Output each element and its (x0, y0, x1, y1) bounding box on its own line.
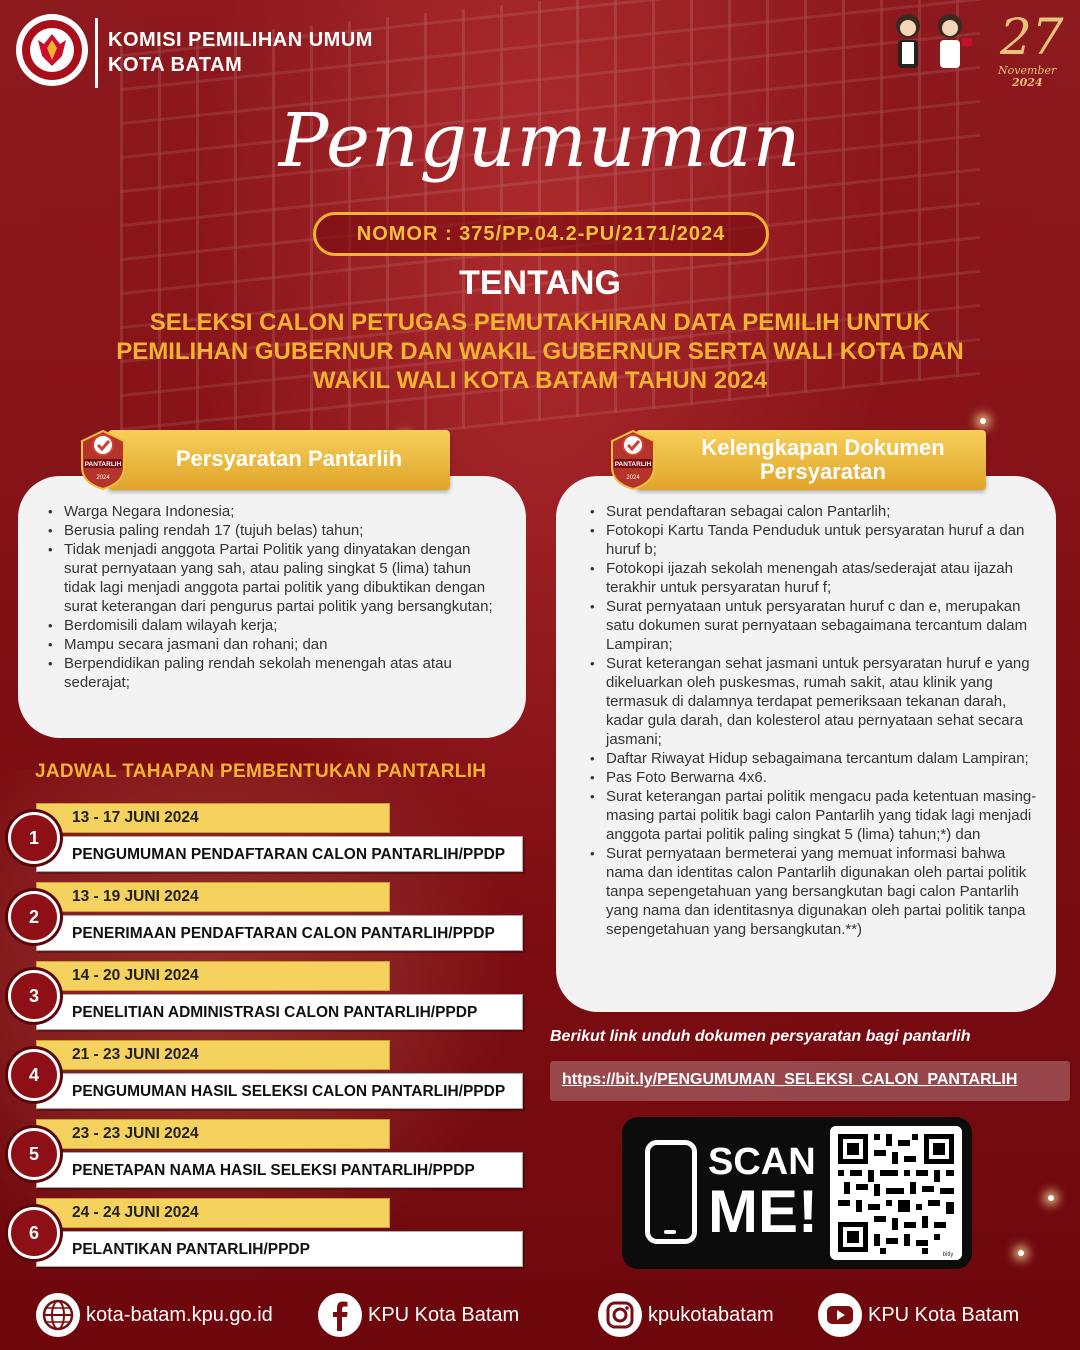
globe-icon (36, 1293, 80, 1337)
list-item: • Surat pernyataan bermeterai yang memuat informasi bahwa nama dan identitas calon Pantarlih digunakan oleh partai politik tanpa sepengetahuan yang bersangkutan bagi calon Pantarlih yang nama dan identitasnya digunakan oleh partai politik tanpa sepengetahuan yang bersangkutan.**) (590, 844, 1046, 939)
footer-facebook[interactable] (318, 1292, 519, 1338)
shield-year: 2024 (626, 475, 640, 481)
schedule-step (8, 961, 528, 1031)
schedule-step (8, 1119, 528, 1189)
list-item: • Surat pendaftaran sebagai calon Pantarlih; (590, 502, 1046, 521)
shield-label: PANTARLIH (84, 461, 122, 468)
persyaratan-list (48, 502, 506, 692)
jadwal-title: JADWAL TAHAPAN PEMBENTUKAN PANTARLIH (35, 761, 487, 782)
step-name: PELANTIKAN PANTARLIH/PPDP (36, 1231, 523, 1267)
step-name: PENELITIAN ADMINISTRASI CALON PANTARLIH/PPDP (36, 994, 523, 1030)
step-name: PENERIMAAN PENDAFTARAN CALON PANTARLIH/PPDP (36, 915, 523, 951)
kelengkapan-heading-line-2: Persyaratan (760, 459, 886, 484)
kelengkapan-card (556, 476, 1056, 1012)
qr-code[interactable] (830, 1126, 962, 1260)
instagram-text: kpukotabatam (648, 1303, 774, 1326)
organization-name (108, 28, 373, 78)
shield-year: 2024 (96, 475, 110, 481)
org-line-2: KOTA BATAM (108, 54, 243, 76)
persyaratan-card (18, 476, 526, 738)
pantarlih-shield-icon (78, 427, 128, 491)
list-item: • Tidak menjadi anggota Partai Politik yang dinyatakan dengan surat pernyataan yang sah, atau paling singkat 5 (lima) tahun tidak lagi menjadi anggota partai politik yang dibuktikan dengan surat keterangan dari pengurus partai politik yang bersangkutan; (48, 540, 506, 616)
step-name: PENGUMUMAN PENDAFTARAN CALON PANTARLIH/PPDP (36, 836, 523, 872)
badge-year: 2024 (1012, 76, 1043, 89)
shield-label: PANTARLIH (614, 461, 652, 468)
website-text: kota-batam.kpu.go.id (86, 1303, 273, 1326)
download-caption: Berikut link unduh dokumen persyaratan bagi pantarlih (550, 1028, 971, 1045)
schedule-step (8, 1040, 528, 1110)
header-divider (95, 18, 98, 88)
facebook-icon (318, 1293, 362, 1337)
footer-website[interactable] (36, 1292, 273, 1338)
schedule-step (8, 1198, 528, 1268)
sparkle-icon (980, 418, 986, 424)
announcement-number: NOMOR : 375/PP.04.2-PU/2171/2024 (313, 212, 769, 256)
list-item: • Berpendidikan paling rendah sekolah menengah atas atau sederajat; (48, 654, 506, 692)
page-title: Pengumuman (278, 98, 802, 184)
list-item: • Mampu secara jasmani dan rohani; dan (48, 635, 506, 654)
step-date: 24 - 24 JUNI 2024 (36, 1198, 390, 1228)
list-item: • Surat keterangan sehat jasmani untuk persyaratan huruf e yang dikeluarkan oleh puskesmas, rumah sakit, atau klinik yang termasuk di dalamnya terdapat pemeriksaan tekanan darah, kadar gula darah, dan kolesterol atau pernyataan sehat secara jasmani; (590, 654, 1046, 749)
list-item: • Surat keterangan partai politik mengacu pada ketentuan masing-masing partai politik bagi calon Pantarlih yang tidak lagi menjadi anggota partai politik paling singkat 5 (lima) tahun;*) dan (590, 787, 1046, 844)
subject-line: SELEKSI CALON PETUGAS PEMUTAKHIRAN DATA PEMILIH UNTUK (149, 309, 931, 336)
announcement-subject (90, 308, 990, 395)
youtube-icon (818, 1293, 862, 1337)
step-number: 4 (8, 1049, 60, 1101)
step-date: 13 - 17 JUNI 2024 (36, 803, 390, 833)
step-number: 1 (8, 812, 60, 864)
step-date: 23 - 23 JUNI 2024 (36, 1119, 390, 1149)
youtube-text: KPU Kota Batam (868, 1303, 1020, 1326)
footer-youtube[interactable] (818, 1292, 1019, 1338)
kelengkapan-heading-line-1: Kelengkapan Dokumen (701, 435, 945, 460)
list-item: • Fotokopi ijazah sekolah menengah atas/sederajat atau ijazah terakhir untuk persyaratan huruf f; (590, 559, 1046, 597)
scan-label: SCAN (708, 1141, 816, 1183)
list-item: • Warga Negara Indonesia; (48, 502, 506, 521)
org-line-1: KOMISI PEMILIHAN UMUM (108, 29, 373, 51)
sparkle-icon (1048, 1195, 1054, 1201)
kpu-logo (14, 10, 90, 90)
kelengkapan-list (590, 502, 1046, 939)
pantarlih-shield-icon (608, 427, 658, 491)
step-name: PENGUMUMAN HASIL SELEKSI CALON PANTARLIH/PPDP (36, 1073, 523, 1109)
schedule-step (8, 882, 528, 952)
list-item: • Fotokopi Kartu Tanda Penduduk untuk persyaratan huruf a dan huruf b; (590, 521, 1046, 559)
subject-line: WAKIL WALI KOTA BATAM TAHUN 2024 (312, 367, 768, 394)
list-item: • Daftar Riwayat Hidup sebagaimana tercantum dalam Lampiran; (590, 749, 1046, 768)
step-number: 6 (8, 1207, 60, 1259)
badge-day: 27 (1000, 8, 1064, 66)
list-item: • Surat pernyataan untuk persyaratan huruf c dan e, merupakan satu dokumen surat pernyataan sebagaimana tercantum dalam Lampiran; (590, 597, 1046, 654)
step-number: 3 (8, 970, 60, 1022)
phone-button-icon (664, 1230, 676, 1234)
persyaratan-heading (108, 430, 450, 490)
me-label: ME! (708, 1178, 818, 1245)
step-name: PENETAPAN NAMA HASIL SELEKSI PANTARLIH/PPDP (36, 1152, 523, 1188)
persyaratan-heading-text: Persyaratan Pantarlih (175, 446, 403, 471)
list-item: • Pas Foto Berwarna 4x6. (590, 768, 1046, 787)
kelengkapan-heading (636, 430, 986, 490)
badge-month: November (998, 64, 1057, 77)
list-item: • Berdomisili dalam wilayah kerja; (48, 616, 506, 635)
download-link[interactable]: https://bit.ly/PENGUMUMAN_SELEKSI_CALON_PANTARLIH (562, 1071, 1018, 1088)
qr-caption: bitly (942, 1252, 954, 1258)
instagram-icon (598, 1293, 642, 1337)
list-item: • Berusia paling rendah 17 (tujuh belas) tahun; (48, 521, 506, 540)
schedule-step (8, 803, 528, 873)
footer-instagram[interactable] (598, 1292, 774, 1338)
step-number: 2 (8, 891, 60, 943)
subject-line: PEMILIHAN GUBERNUR DAN WAKIL GUBERNUR SERTA WALI KOTA DAN (116, 338, 964, 365)
tentang-heading: TENTANG (459, 264, 621, 302)
facebook-text: KPU Kota Batam (368, 1303, 520, 1326)
step-number: 5 (8, 1128, 60, 1180)
sparkle-icon (1018, 1250, 1024, 1256)
step-date: 13 - 19 JUNI 2024 (36, 882, 390, 912)
phone-icon (645, 1140, 697, 1244)
mascot-icon (880, 8, 980, 76)
step-date: 14 - 20 JUNI 2024 (36, 961, 390, 991)
step-date: 21 - 23 JUNI 2024 (36, 1040, 390, 1070)
